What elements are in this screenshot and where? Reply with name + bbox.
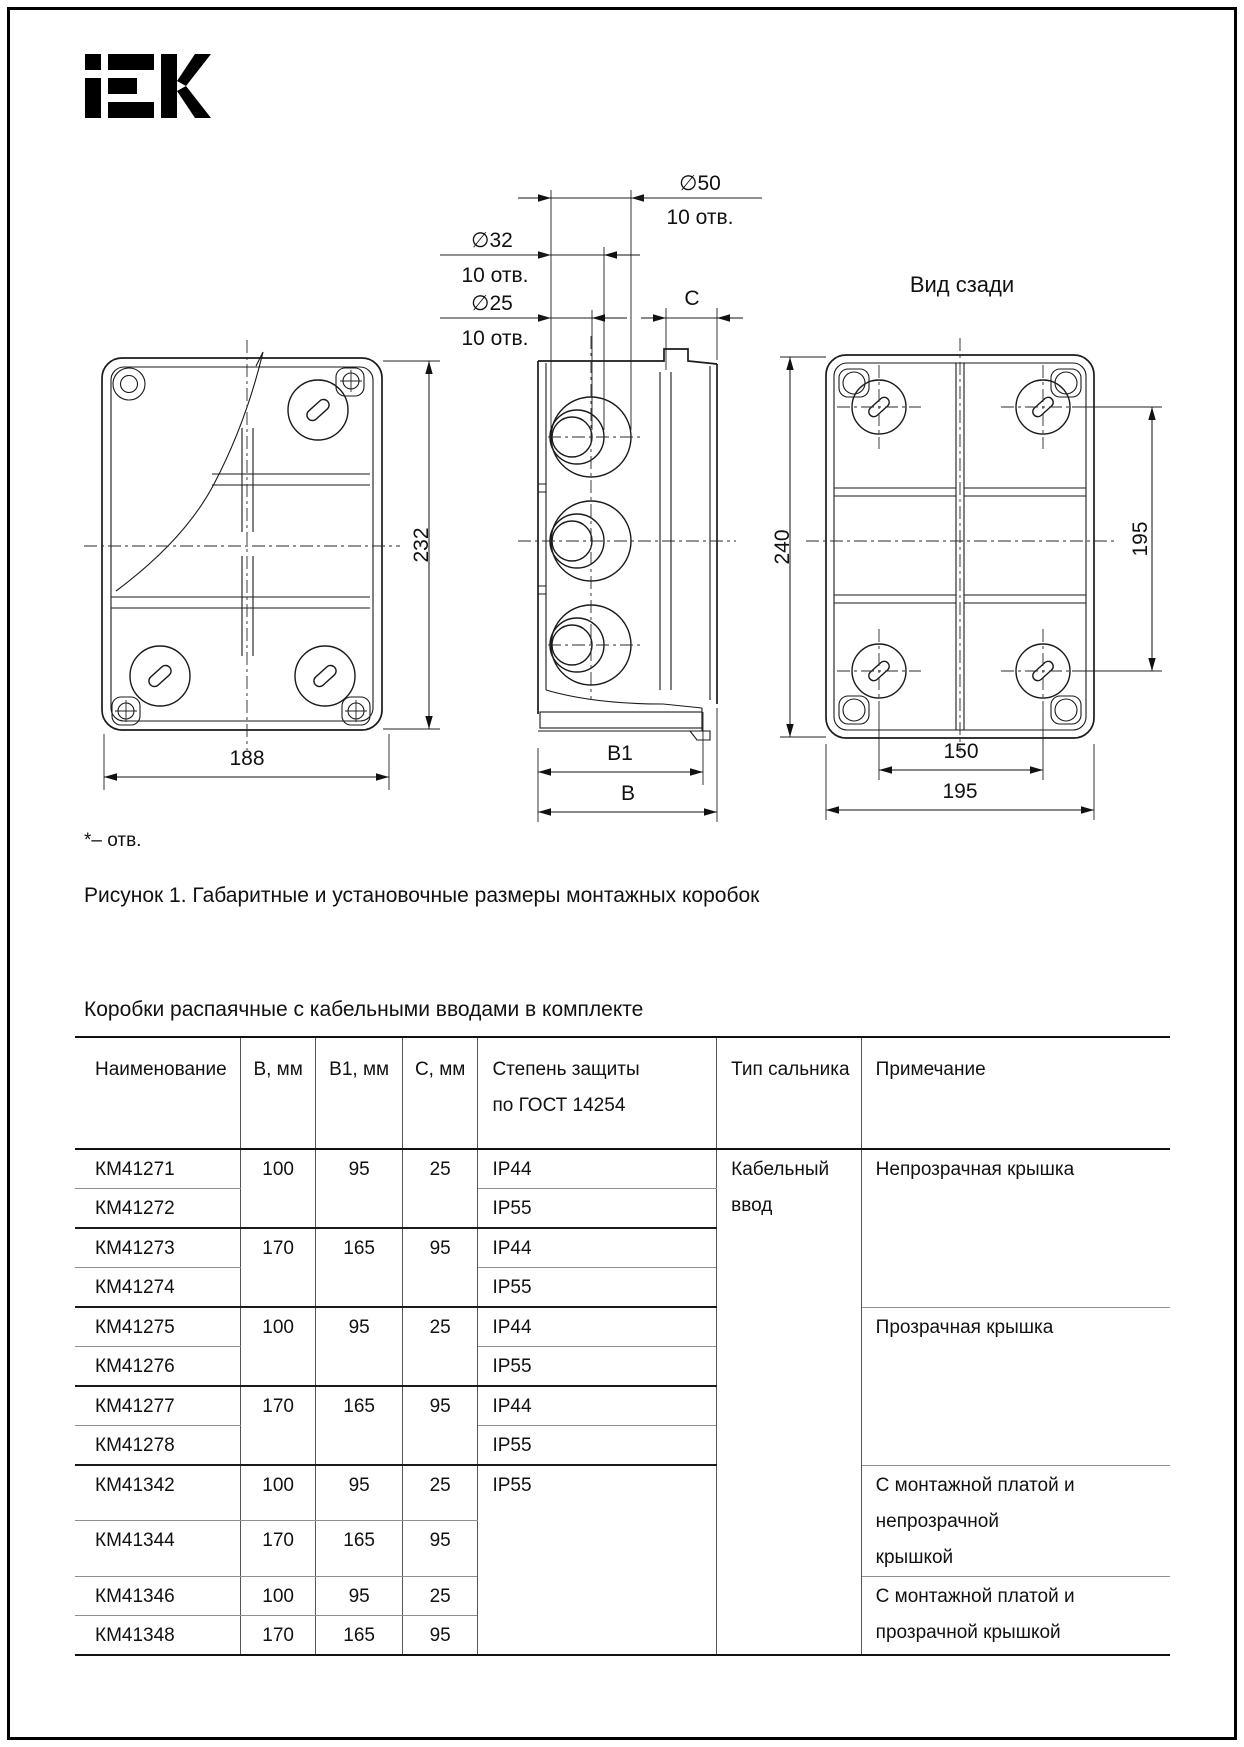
cell-c: 25 — [402, 1465, 478, 1521]
cell-ip: IP44 — [478, 1307, 717, 1347]
cell-note: С монтажной платой и прозрачной крышкой — [861, 1576, 1170, 1655]
col-header-gland: Тип сальника — [717, 1037, 862, 1149]
dim-d25: ∅25 — [471, 292, 513, 315]
cell-b1: 95 — [316, 1149, 403, 1228]
table-title: Коробки распаячные с кабельными вводами в комплекте — [84, 998, 644, 1021]
dim-d50-holes: 10 отв. — [666, 206, 734, 229]
cell-b: 100 — [240, 1576, 316, 1615]
header-row — [75, 1037, 1170, 1149]
col-header-ip: Степень защиты по ГОСТ 14254 — [478, 1037, 717, 1149]
dim-rear-height: 240 — [771, 529, 794, 565]
cell-c: 95 — [402, 1228, 478, 1307]
cell-name: КМ41344 — [75, 1521, 240, 1576]
figure-drawing — [0, 130, 1244, 870]
dim-b1: B1 — [607, 742, 633, 765]
cell-b: 170 — [240, 1615, 316, 1655]
rear-view-label: Вид сзади — [909, 272, 1015, 297]
spec-table — [75, 1036, 1170, 1656]
dim-b: B — [620, 782, 636, 805]
cell-b: 170 — [240, 1386, 316, 1465]
cell-b1: 165 — [316, 1521, 403, 1576]
col-header-b1: В1, мм — [316, 1037, 403, 1149]
cell-ip: IP44 — [478, 1228, 717, 1268]
cell-name: КМ41271 — [75, 1149, 240, 1189]
cell-name: КМ41273 — [75, 1228, 240, 1268]
table-row — [75, 1465, 1170, 1521]
cell-name: КМ41274 — [75, 1268, 240, 1308]
cell-b: 100 — [240, 1465, 316, 1521]
dim-front-width: 188 — [229, 747, 265, 770]
cell-name: КМ41275 — [75, 1307, 240, 1347]
cell-b1: 95 — [316, 1576, 403, 1615]
cell-ip: IP44 — [478, 1149, 717, 1189]
rear-view — [771, 272, 1162, 820]
cell-b1: 165 — [316, 1615, 403, 1655]
dim-rear-hole-spacing-v: 195 — [1129, 521, 1152, 557]
cell-b: 100 — [240, 1307, 316, 1386]
cell-c: 95 — [402, 1615, 478, 1655]
cell-c: 25 — [402, 1149, 478, 1228]
col-header-note: Примечание — [861, 1037, 1170, 1149]
cell-ip: IP55 — [478, 1189, 717, 1229]
iek-logo — [85, 54, 211, 118]
front-view — [84, 340, 440, 790]
col-header-c: С, мм — [402, 1037, 478, 1149]
col-header-name: Наименование — [75, 1037, 240, 1149]
dim-c: C — [684, 287, 700, 310]
cell-ip: IP44 — [478, 1386, 717, 1426]
cell-ip: IP55 — [478, 1347, 717, 1387]
table-row — [75, 1307, 1170, 1347]
cell-name: КМ41277 — [75, 1386, 240, 1426]
dim-front-height: 232 — [410, 527, 433, 563]
cell-c: 95 — [402, 1521, 478, 1576]
cell-ip: IP55 — [478, 1426, 717, 1466]
cell-name: КМ41272 — [75, 1189, 240, 1229]
cell-c: 25 — [402, 1576, 478, 1615]
cell-b1: 165 — [316, 1386, 403, 1465]
cell-b: 100 — [240, 1149, 316, 1228]
cell-c: 25 — [402, 1307, 478, 1386]
figure-footnote: *– отв. — [84, 830, 142, 851]
dim-d25-holes: 10 отв. — [461, 327, 529, 350]
cell-b1: 95 — [316, 1307, 403, 1386]
cell-note: С монтажной платой и непрозрачной крышкой — [861, 1465, 1170, 1576]
side-view — [440, 172, 762, 822]
dim-rear-hole-spacing-h: 150 — [943, 740, 979, 763]
table-row — [75, 1149, 1170, 1189]
cell-b: 170 — [240, 1228, 316, 1307]
cell-note: Непрозрачная крышка — [861, 1149, 1170, 1307]
cell-name: КМ41348 — [75, 1615, 240, 1655]
cell-b1: 165 — [316, 1228, 403, 1307]
dim-rear-width: 195 — [942, 780, 978, 803]
cell-gland-type: Кабельный ввод — [717, 1149, 862, 1655]
cell-name: КМ41342 — [75, 1465, 240, 1521]
figure-caption: Рисунок 1. Габаритные и установочные размеры монтажных коробок — [84, 884, 760, 907]
cell-note: Прозрачная крышка — [861, 1307, 1170, 1465]
cell-ip: IP55 — [478, 1268, 717, 1308]
cell-name: КМ41278 — [75, 1426, 240, 1466]
cell-name: КМ41346 — [75, 1576, 240, 1615]
cell-name: КМ41276 — [75, 1347, 240, 1387]
dim-d32: ∅32 — [471, 229, 513, 252]
dim-d50: ∅50 — [679, 172, 721, 195]
dim-d32-holes: 10 отв. — [461, 264, 529, 287]
cell-b1: 95 — [316, 1465, 403, 1521]
cell-c: 95 — [402, 1386, 478, 1465]
col-header-b: В, мм — [240, 1037, 316, 1149]
cell-ip: IP55 — [478, 1465, 717, 1655]
cell-b: 170 — [240, 1521, 316, 1576]
